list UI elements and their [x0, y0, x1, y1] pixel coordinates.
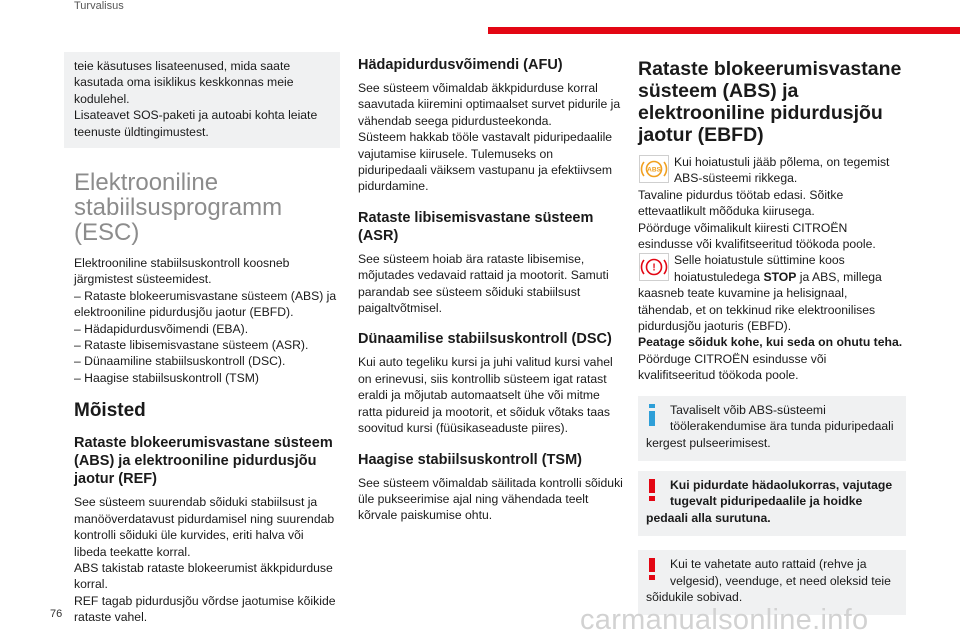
text-fragment: hoiatustuledega — [674, 269, 764, 284]
text-line: – Haagise stabiilsuskontroll (TSM) — [74, 370, 259, 385]
info-box — [64, 52, 340, 148]
text-fragment: ja ABS, millega — [796, 269, 882, 284]
text-line: kergest pulseerimisest. — [646, 435, 771, 450]
text-line: – Rataste libisemisvastane süsteem (ASR). — [74, 338, 309, 353]
text-line: – Hädapidurdusvõimendi (EBA). — [74, 321, 249, 336]
text-line: – Rataste blokeerumisvastane süsteem (ABS) ja — [74, 288, 337, 303]
text-line: Pöörduge CITROËN esindusse või — [638, 351, 827, 366]
column-3 — [630, 54, 906, 615]
text-line: – Dünaamiline stabiilsuskontroll (DSC). — [74, 354, 286, 369]
text-line: ABS takistab rataste blokeerumist äkkpidurduse — [74, 560, 333, 575]
text-line: parandab see süsteem sõiduki stabiilsust — [358, 284, 581, 299]
asr-title: Rataste libisemisvastane süsteem (ASR) — [358, 209, 594, 244]
text-line: Elektrooniline stabiilsuskontroll koosneb — [74, 256, 290, 271]
column-1 — [64, 52, 340, 626]
text-line: Süsteem hakkab tööle vastavalt piduripedaalile — [358, 130, 613, 145]
text-line: Kui te vahetate auto rattaid (rehve ja — [670, 557, 867, 572]
box-line: Lisateavet SOS-paketi ja autoabi kohta leiate — [74, 108, 318, 123]
text-line: Tavaline pidurdus töötab edasi. Sõitke — [638, 187, 844, 202]
text-line: kontrolli sõiduki üle kurvides, eriti halva või — [74, 528, 304, 543]
brake-warning-icon — [638, 252, 670, 282]
text-line: ratta pidureid ja mootorit, et sõiduk võtaks taas — [358, 404, 611, 419]
text-line: Kui hoiatustuli jääb põlema, on tegemist — [674, 155, 890, 169]
stop-instruction: Peatage sõiduk kohe, kui seda on ohutu teha. — [638, 335, 903, 350]
text-line: kaasneb teate kuvamine ja helisignaal, — [638, 286, 848, 301]
text-line: on erinevusi, siis kontrollib süsteem igat ratast — [358, 371, 607, 386]
abs-ref-text — [74, 494, 340, 625]
info-note — [638, 396, 906, 461]
text-line: pidurdusjõu jaoturis (EBFD). — [638, 319, 792, 334]
text-line: libeda teekatte korral. — [74, 544, 191, 559]
running-header: Turvalisus — [74, 0, 124, 12]
text-line: manööverdatavust pidurdamisel ning suurendab — [74, 511, 335, 526]
text-line: See süsteem võimaldab äkkpidurduse korral — [358, 81, 598, 95]
page-number: 76 — [50, 608, 63, 620]
header-accent-bar — [488, 27, 960, 34]
text-line: Pöörduge võimalikult kiiresti CITROËN — [638, 220, 848, 235]
definitions-title: Mõisted — [74, 400, 146, 422]
text-line: ABS-süsteemi rikkega. — [674, 171, 798, 186]
text-line: soovitud kursi (füüsikaseaduste piires). — [358, 421, 568, 436]
box-line: kasutada oma isiklikus keskkonnas meie — [74, 75, 294, 90]
asr-text — [358, 251, 624, 317]
brake-warning-row — [638, 252, 906, 285]
text-line: kõrvale paiskumise ohtu. — [358, 508, 493, 523]
abs-warning-icon — [638, 154, 670, 184]
text-line: tähendab, et on tekkinud rike elektroonilises — [638, 302, 876, 317]
stop-label: STOP — [763, 269, 797, 284]
text-line: velgesid), veenduge, et need oleksid teie — [670, 573, 891, 588]
text-line: piduripedaali väiksem vastupanu ja efektiivsem — [358, 163, 613, 178]
abs-ebfd-title: Rataste blokeerumisvastane süsteem (ABS) ja elektrooniline pidurdusjõu jaotur (EBFD) — [638, 58, 902, 146]
info-icon — [648, 404, 656, 429]
svg-text:ABS: ABS — [647, 166, 661, 174]
afu-text — [358, 80, 624, 195]
column-2 — [348, 56, 624, 524]
dsc-title: Dünaamilise stabiilsuskontroll (DSC) — [358, 331, 612, 348]
text-line: Selle hoiatustule süttimine koos — [674, 253, 845, 268]
text-line: korral. — [74, 577, 108, 592]
box-line: kodulehel. — [74, 91, 130, 106]
text-line: mõjutades vedavaid rattaid ja mootorit. Samuti — [358, 268, 609, 283]
text-line: REF tagab pidurdusjõu võrdse jaotumise kõikide — [74, 593, 336, 608]
text-line: See süsteem hoiab ära rataste libisemise, — [358, 251, 585, 266]
text-line: tugevalt piduripedaalile ja hoidke — [670, 494, 863, 509]
text-line: ettevaatlikult mõõduka kiirusega. — [638, 204, 815, 219]
text-line: pedaali alla surutuna. — [646, 510, 771, 525]
box-line: teie käsutuses lisateenused, mida saate — [74, 59, 291, 73]
text-line: üle pukseerimise ajal ning vähendada teelt — [358, 491, 589, 506]
text-line: saavutada kiiremini optimaalset survet pidurile ja — [358, 97, 621, 112]
text-line: kvalifitseeritud töökoda poole. — [638, 368, 799, 383]
text-line: See süsteem suurendab sõiduki stabiilsust ja — [74, 495, 318, 510]
warning-note-emergency — [638, 471, 906, 536]
esc-text — [74, 255, 340, 386]
text-line — [674, 269, 882, 285]
text-line: töölerakendumise ära tunda piduripedaali — [670, 419, 894, 434]
exclamation-icon — [648, 479, 656, 504]
text-line: järgmistest süsteemidest. — [74, 272, 212, 287]
abs-warning-row — [638, 154, 906, 187]
text-line: Tavaliselt võib ABS-süsteemi — [670, 402, 826, 417]
text-line: Kui pidurdate hädaolukorras, vajutage — [670, 477, 893, 492]
svg-text:!: ! — [652, 262, 656, 274]
text-line: rataste vahel. — [74, 610, 148, 625]
text-line: vajutamise kiirusele. Tulemuseks on — [358, 146, 554, 161]
text-line: vähendab seega pidurdusteekonda. — [358, 113, 552, 128]
afu-title: Hädapidurdusvõimendi (AFU) — [358, 57, 563, 73]
text-line: elektrooniline pidurdusjõu jaotur (EBFD). — [74, 305, 294, 320]
text-line: paigaltvõtmisel. — [358, 301, 442, 316]
esc-section-title: Elektrooniline stabiilsusprogramm (ESC) — [74, 169, 283, 247]
tsm-text — [358, 475, 624, 524]
text-line: sõidukile sobivad. — [646, 589, 743, 604]
dsc-text — [358, 354, 624, 436]
text-line: eraldi ja mõjutab automaatselt ühe või mitme — [358, 388, 600, 403]
abs-ref-title: Rataste blokeerumisvastane süsteem (ABS) ja elektrooniline pidurdusjõu jaotur (REF) — [74, 435, 333, 488]
text-line: See süsteem võimaldab säilitada kontrolli sõiduki — [358, 475, 623, 490]
exclamation-icon — [648, 558, 656, 583]
text-line: pidurdamine. — [358, 179, 429, 194]
tsm-title: Haagise stabiilsuskontroll (TSM) — [358, 451, 582, 468]
watermark: carmanualsonline.info — [580, 604, 869, 636]
text-line: Kui auto tegeliku kursi ja juhi valitud kursi vahel — [358, 355, 613, 370]
box-line: teenuste üldtingimustest. — [74, 124, 209, 139]
text-line: esindusse või kvalifitseeritud töökoda poole. — [638, 237, 876, 252]
